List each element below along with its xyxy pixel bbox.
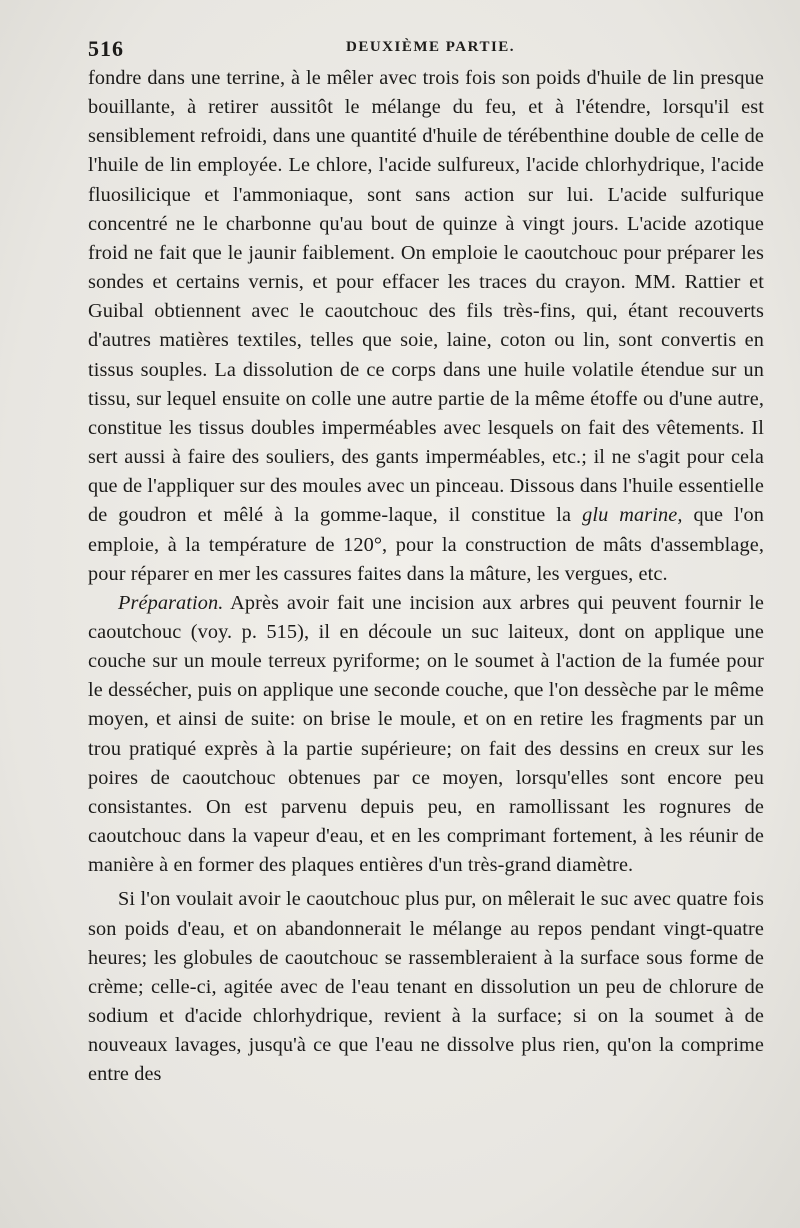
abbreviation-mm: MM.	[634, 271, 676, 294]
body-text	[88, 64, 764, 1089]
paragraph-text: Si l'on voulait avoir le caoutchouc plus pur, on mêlerait le suc avec quatre fois son poids d'eau, et on abandonnerait le mélange au repos pendant vingt-quatre heures; les globules de caoutchouc se rassembleraient à la surface sous forme de crème; celle-ci, agitée avec de l'eau tenant en dissolution un peu de chlorure de sodium et d'acide chlorhydrique, revient à la surface; si on la soumet à de nouveaux lavages, jusqu'à ce que l'eau ne dissolve plus rien, qu'on la comprime entre des	[88, 888, 764, 1086]
paragraph-text: fondre dans une terrine, à le mêler avec trois fois son poids d'huile de lin presque bouillante, à retirer aussitôt le mélange du feu, et à l'étendre, lorsqu'il est sensiblement refroidi, dans une quantité d'huile de térébenthine double de celle de l'huile de lin employée. Le chlore, l'acide sulfureux, l'acide chlorhydrique, l'acide fluosilicique et l'ammoniaque, sont sans action sur lui. L'acide sulfurique concentré ne le charbonne qu'au bout de quinze à vingt jours. L'acide azotique froid ne fait que le jaunir faiblement. On emploie le caoutchouc pour préparer les sondes et certains vernis, et pour effacer les traces du crayon.	[88, 67, 764, 294]
running-head: DEUXIÈME PARTIE.	[346, 39, 516, 55]
page-header	[88, 36, 760, 64]
paragraph-text: que l'on emploie, à la température de 120°, pour la construction de mâts d'assemblage, pour réparer en mer les cassures faites dans la mâture, les vergues, etc.	[88, 504, 764, 585]
paragraph-text: Après avoir fait une incision aux arbres qui peuvent fournir le caoutchouc (voy. p. 515), il en découle un suc laiteux, dont on applique une couche sur un moule terreux pyriforme; on le soumet à l'action de la fumée pour le dessécher, puis on applique une seconde couche, que l'on dessèche par le même moyen, et ainsi de suite: on brise le moule, et on en retire les fragments par un trou pratiqué exprès à la partie supérieure; on fait des dessins en creux sur les poires de caoutchouc obtenues par ce moyen, lorsqu'elles sont encore peu consistantes. On est parvenu depuis peu, en ramollissant les rognures de caoutchouc dans la vapeur d'eau, et en les comprimant fortement, à les réunir de manière à en former des plaques entières d'un très-grand diamètre.	[88, 591, 764, 877]
page-number: 516	[88, 36, 124, 61]
paragraph-purification	[88, 885, 764, 1089]
paragraph-preparation	[88, 589, 764, 881]
paragraph-text: Rattier et Guibal obtiennent avec le caoutchouc des fils très-fins, qui, étant recouverts d'autres matières textiles, telles que soie, laine, coton ou lin, sont convertis en tissus souples. La dissolution de ce corps dans une huile volatile étendue sur un tissu, sur lequel ensuite on colle une autre partie de la même étoffe ou d'une autre, constitue les tissus doubles imperméables avec lesquels on fait des vêtements. Il sert aussi à faire des souliers, des gants imperméables, etc.; il ne s'agit pour cela que de l'appliquer sur des moules avec un pinceau. Dissous dans l'huile essentielle de goudron et mêlé à la gomme-laque, il constitue la	[88, 271, 764, 527]
italic-term: glu marine,	[582, 504, 683, 527]
section-lead: Préparation.	[118, 591, 224, 614]
paragraph-continued	[88, 64, 764, 589]
